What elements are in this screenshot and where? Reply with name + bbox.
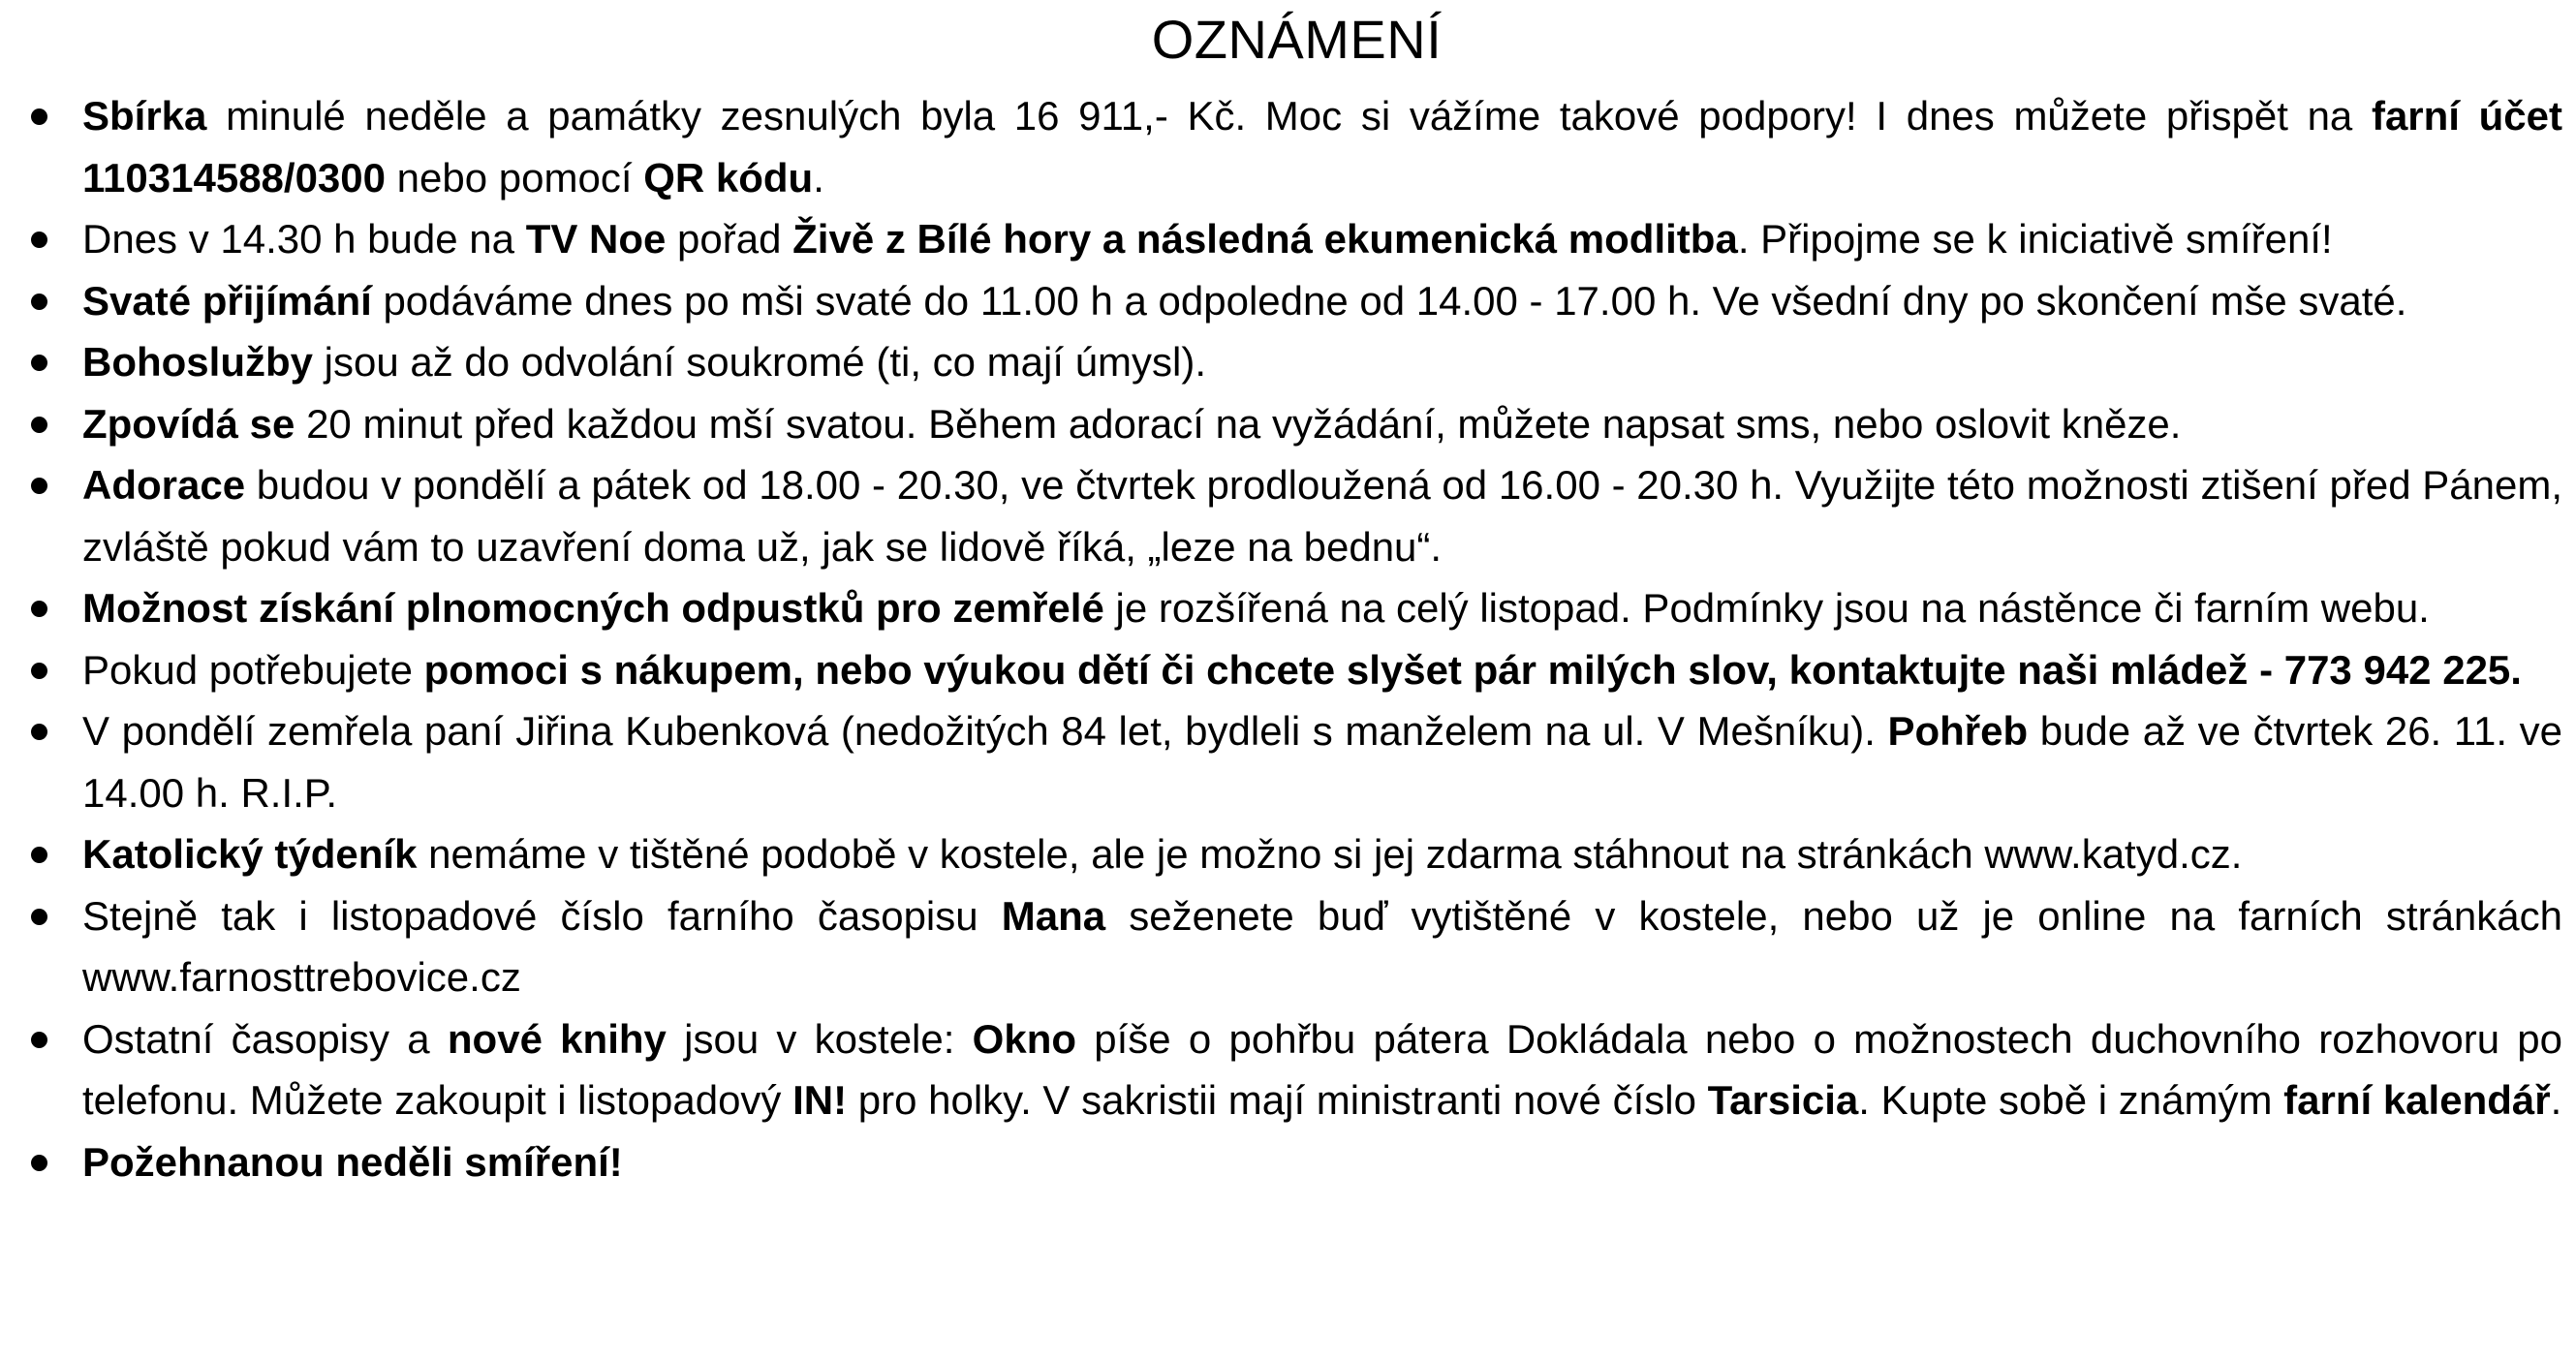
item-text: Dnes v 14.30 h bude na [82,216,526,262]
emphasized-text: Mana [1001,892,1106,939]
announcement-item [31,823,2562,885]
emphasized-text: nové knihy [447,1015,667,1062]
item-text: podáváme dnes po mši svaté do 11.00 h a odpoledne od 14.00 - 17.00 h. Ve všední dny po skončení mše svaté. [371,277,2407,324]
bullet-icon [31,1032,47,1048]
emphasized-text: pomoci s nákupem, nebo výukou dětí či chcete slyšet pár milých slov, kontaktujte naši mládež - 773 942 225. [423,646,2522,693]
item-text: . [813,154,824,201]
item-text: bude až ve čtvrtek 26. 11. ve 14.00 h. R.I.P. [82,708,2563,816]
announcement-item [31,393,2562,455]
bullet-icon [31,478,47,494]
announcement-item [31,208,2562,270]
announcement-item [31,85,2562,208]
announcement-item [31,639,2562,701]
item-text: pro holky. V sakristii mají ministranti nové číslo [847,1077,1708,1123]
emphasized-text: Okno [972,1015,1077,1062]
emphasized-text: farní kalendář [2283,1077,2551,1123]
item-text: nemáme v tištěné podobě v kostele, ale je možno si jej zdarma stáhnout na stránkách www.katyd.cz. [417,831,2243,877]
emphasized-text: Svaté přijímání [82,277,372,324]
bullet-icon [31,1155,47,1171]
bullet-icon [31,847,47,863]
emphasized-text: Sbírka [82,93,207,139]
item-text: minulé neděle a památky zesnulých byla 16 911,- Kč. Moc si vážíme takové podpory! I dnes můžete přispět na [206,93,2372,139]
emphasized-text: Adorace [82,462,246,508]
item-text: Ostatní časopisy a [82,1015,448,1062]
emphasized-text: Katolický týdeník [82,831,418,877]
item-text: 20 minut před každou mší svatou. Během adorací na vyžádání, můžete napsat sms, nebo oslovit kněze. [295,400,2182,447]
item-text: Stejně tak i listopadové číslo farního časopisu [82,892,1002,939]
bullet-icon [31,355,47,371]
emphasized-text: Pohřeb [1887,708,2029,754]
emphasized-text: Bohoslužby [82,339,313,385]
item-text: seženete buď vytištěné v kostele, nebo už je online na farních stránkách www.farnosttrebovice.cz [82,892,2563,1000]
emphasized-text: Tarsicia [1707,1077,1859,1123]
emphasized-text: Zpovídá se [82,400,295,447]
announcement-item [31,577,2562,639]
emphasized-text: Možnost získání plnomocných odpustků pro zemřelé [82,585,1104,631]
bullet-icon [31,909,47,925]
item-text: je rozšířená na celý listopad. Podmínky jsou na nástěnce či farním webu. [1103,585,2430,631]
announcement-item [31,270,2562,332]
item-text: jsou v kostele: [666,1015,973,1062]
item-text: . [2550,1077,2562,1123]
bullet-icon [31,724,47,740]
page-title: OZNÁMENÍ [1151,9,1443,70]
bullet-icon [31,601,47,617]
emphasized-text: QR kódu [643,154,814,201]
bullet-icon [31,232,47,248]
announcement-list [31,85,2562,1192]
announcement-item [31,331,2562,393]
announcement-item [31,454,2562,577]
item-text: nebo pomocí [386,154,644,201]
item-text: budou v pondělí a pátek od 18.00 - 20.30, ve čtvrtek prodloužená od 16.00 - 20.30 h. Využijte této možnosti ztišení před Pánem, zvláště pokud vám to uzavření doma už, jak se lidově říká, „leze na bednu“. [82,462,2562,570]
item-text: pořad [666,216,793,262]
announcement-item [31,885,2562,1008]
emphasized-text: farní účet 110314588/0300 [82,93,2562,201]
emphasized-text: IN! [792,1077,848,1123]
item-text: . Připojme se k iniciativě smíření! [1737,216,2333,262]
announcement-item [31,1008,2562,1131]
bullet-icon [31,108,47,125]
emphasized-text: Živě z Bílé hory a následná ekumenická modlitba [792,216,1738,262]
item-text: . Kupte sobě i známým [1858,1077,2284,1123]
item-text: Pokud potřebujete [82,646,424,693]
emphasized-text: Požehnanou neděli smíření! [82,1138,623,1185]
item-text: píše o pohřbu pátera Dokládala nebo o možnostech duchovního rozhovoru po telefonu. Můžete zakoupit i listopadový [82,1015,2563,1123]
item-text: jsou až do odvolání soukromé (ti, co mají úmysl). [313,339,1207,385]
emphasized-text: TV Noe [525,216,667,262]
bullet-icon [31,294,47,310]
announcement-item [31,1131,2562,1193]
bullet-icon [31,663,47,679]
item-text: V pondělí zemřela paní Jiřina Kubenková (nedožitých 84 let, bydleli s manželem na ul. V Mešníku). [82,708,1888,754]
announcement-item [31,700,2562,823]
bullet-icon [31,417,47,433]
